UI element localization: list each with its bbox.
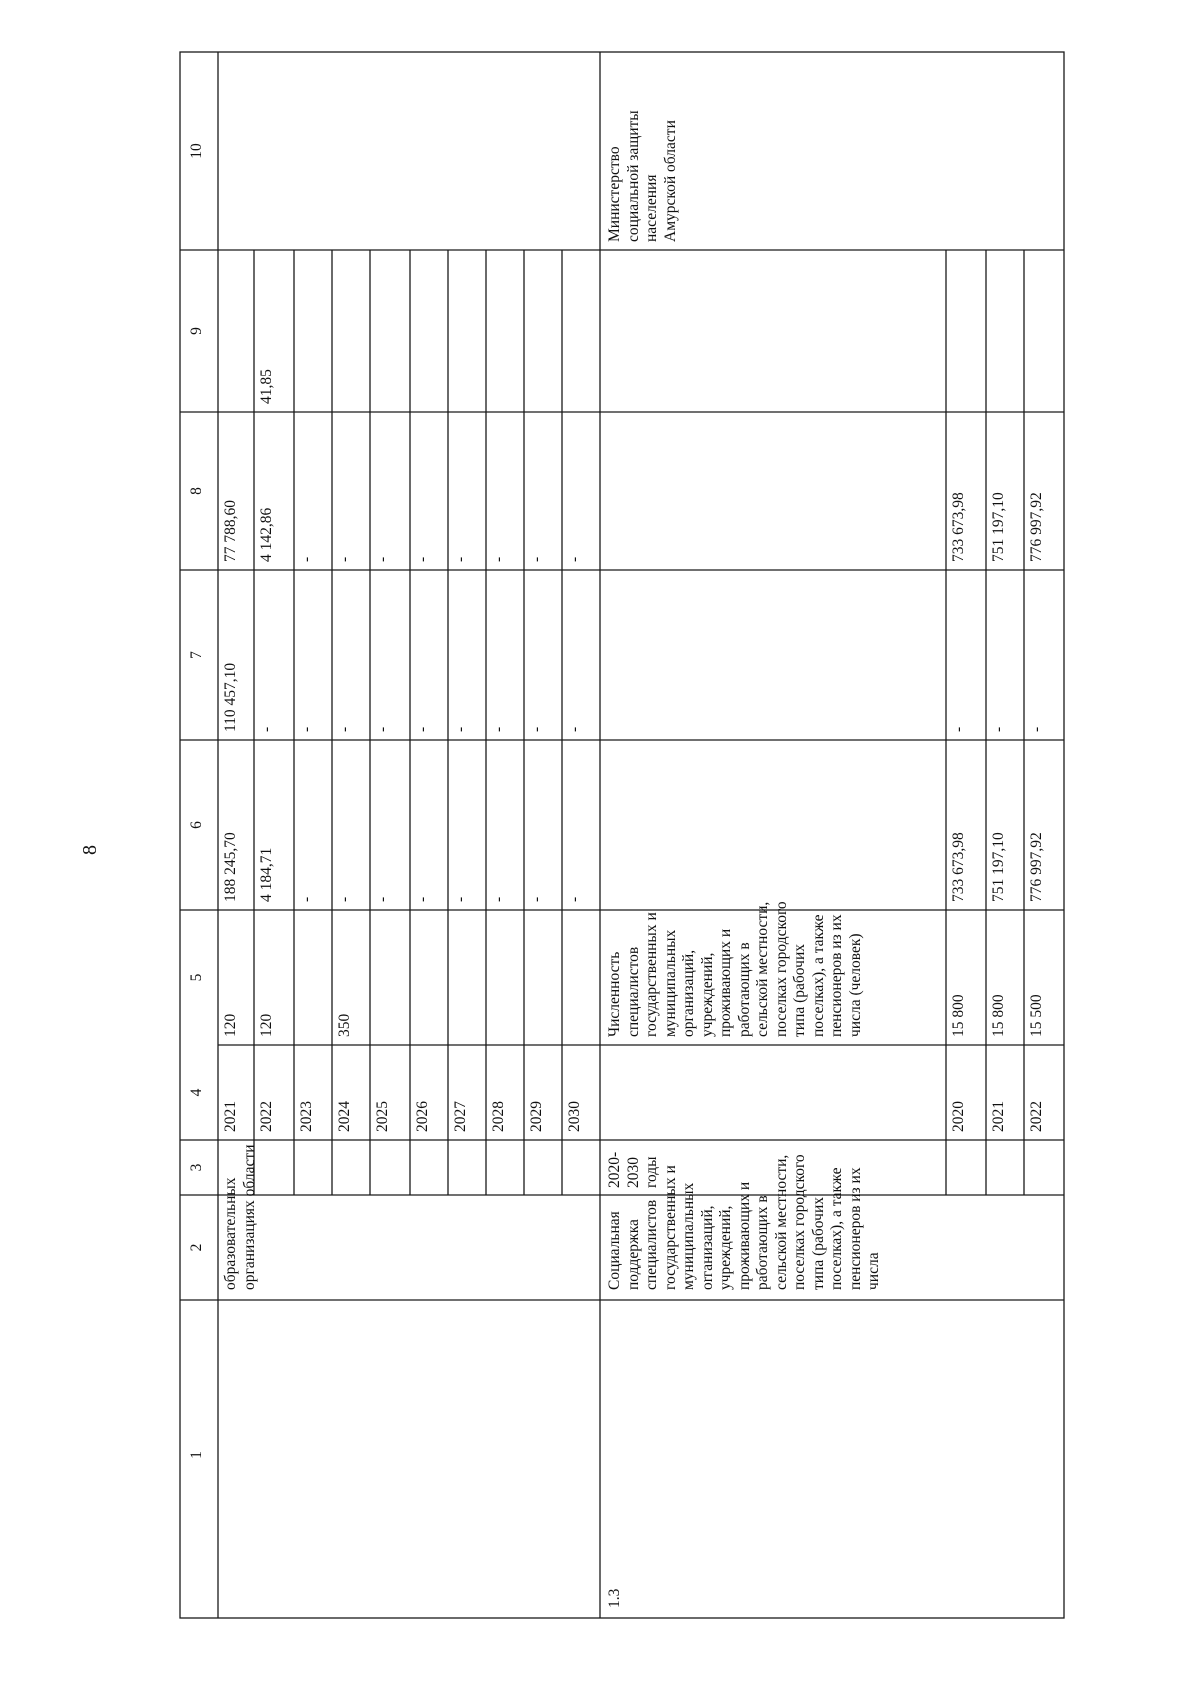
block-a-total: 4 184,71	[258, 847, 275, 902]
block-a-regional: -	[452, 556, 469, 562]
header-col-9: 9	[188, 327, 205, 335]
block-b-executor: Министерство социальной защиты населения Амурской области	[606, 110, 679, 242]
block-a-total: 188 245,70	[222, 832, 239, 902]
block-b-period: 2020- 2030 годы	[606, 1151, 660, 1188]
block-a-federal: -	[336, 726, 353, 732]
block-a-value: 120	[258, 1013, 275, 1037]
block-a-regional: -	[298, 556, 315, 562]
block-a-regional: -	[566, 556, 583, 562]
block-b-indicator: Численность специалистов государственных и муниципальных организаций, учреждений, проживающих и работающих в сельской местности, поселках городского типа (рабочих поселках), а также пенсионеров из их числа (человек)	[606, 901, 864, 1037]
block-a-federal: -	[298, 726, 315, 732]
block-b-regional: 733 673,98	[950, 492, 967, 562]
block-b-regional: 776 997,92	[1028, 492, 1045, 562]
block-b-year: 2022	[1028, 1101, 1045, 1132]
block-a-federal: -	[490, 726, 507, 732]
block-b-federal: -	[990, 726, 1007, 732]
header-col-2: 2	[188, 1243, 205, 1252]
block-a-regional: -	[490, 556, 507, 562]
block-a-federal: -	[258, 726, 275, 732]
block-a-total: -	[374, 896, 391, 902]
block-a-regional: -	[374, 556, 391, 562]
block-a-total: -	[452, 896, 469, 902]
block-a-regional: -	[336, 556, 353, 562]
block-b-year: 2020	[950, 1101, 967, 1132]
block-a-year: 2028	[490, 1101, 507, 1132]
header-col-7: 7	[188, 651, 205, 659]
block-a-value: 350	[336, 1013, 353, 1037]
block-a-year: 2022	[258, 1101, 275, 1132]
block-b-regional: 751 197,10	[990, 492, 1007, 562]
block-b-total: 751 197,10	[990, 832, 1007, 902]
block-a-federal: 110 457,10	[222, 662, 239, 732]
block-a-federal: -	[528, 726, 545, 732]
header-col-1: 1	[188, 1451, 205, 1459]
block-a-year: 2026	[414, 1101, 431, 1132]
header-col-3: 3	[188, 1163, 205, 1172]
block-a-regional: -	[414, 556, 431, 562]
block-a-year: 2024	[336, 1101, 353, 1132]
block-b-federal: -	[1028, 726, 1045, 732]
block-a-total: -	[298, 896, 315, 902]
block-a-regional: -	[528, 556, 545, 562]
block-a-year: 2027	[452, 1101, 469, 1132]
block-b-total: 776 997,92	[1028, 832, 1045, 902]
block-a-total: -	[336, 896, 353, 902]
header-col-4: 4	[188, 1088, 205, 1097]
block-a-value: 120	[222, 1013, 239, 1037]
block-a-federal: -	[566, 726, 583, 732]
block-a-regional: 4 142,86	[258, 507, 275, 562]
block-a-year: 2023	[298, 1101, 315, 1132]
header-col-5: 5	[188, 973, 205, 982]
block-a-year: 2029	[528, 1101, 545, 1132]
block-b-measure-name: Социальная поддержка специалистов государственных и муниципальных orганизаций, учреждений, проживающих и работающих в сельской местности, поселках городского типа (рабочих поселках), а также пенсионеров из их числа	[606, 1154, 882, 1290]
block-a-regional: 77 788,60	[222, 500, 239, 562]
block-a-total: -	[566, 896, 583, 902]
block-a-total: -	[528, 896, 545, 902]
header-col-6: 6	[188, 821, 205, 829]
block-a-federal: -	[452, 726, 469, 732]
block-a-year: 2021	[222, 1101, 239, 1132]
block-a-federal: -	[374, 726, 391, 732]
block-a-federal: -	[414, 726, 431, 732]
block-a-total: -	[414, 896, 431, 902]
block-b-federal: -	[950, 726, 967, 732]
header-col-10: 10	[188, 143, 205, 159]
block-b-total: 733 673,98	[950, 832, 967, 902]
block-b-value: 15 800	[990, 994, 1007, 1037]
block-b-number: 1.3	[606, 1588, 623, 1608]
block-b-value: 15 500	[1028, 994, 1045, 1037]
block-a-local: 41,85	[258, 369, 275, 404]
page-number: 8	[78, 845, 101, 855]
block-a-total: -	[490, 896, 507, 902]
block-a-measure-name: образовательных организациях области	[222, 1144, 258, 1290]
block-a-year: 2030	[566, 1101, 583, 1132]
block-b-year: 2021	[990, 1101, 1007, 1132]
header-col-8: 8	[188, 487, 205, 495]
block-b-value: 15 800	[950, 994, 967, 1037]
block-a-year: 2025	[374, 1101, 391, 1132]
